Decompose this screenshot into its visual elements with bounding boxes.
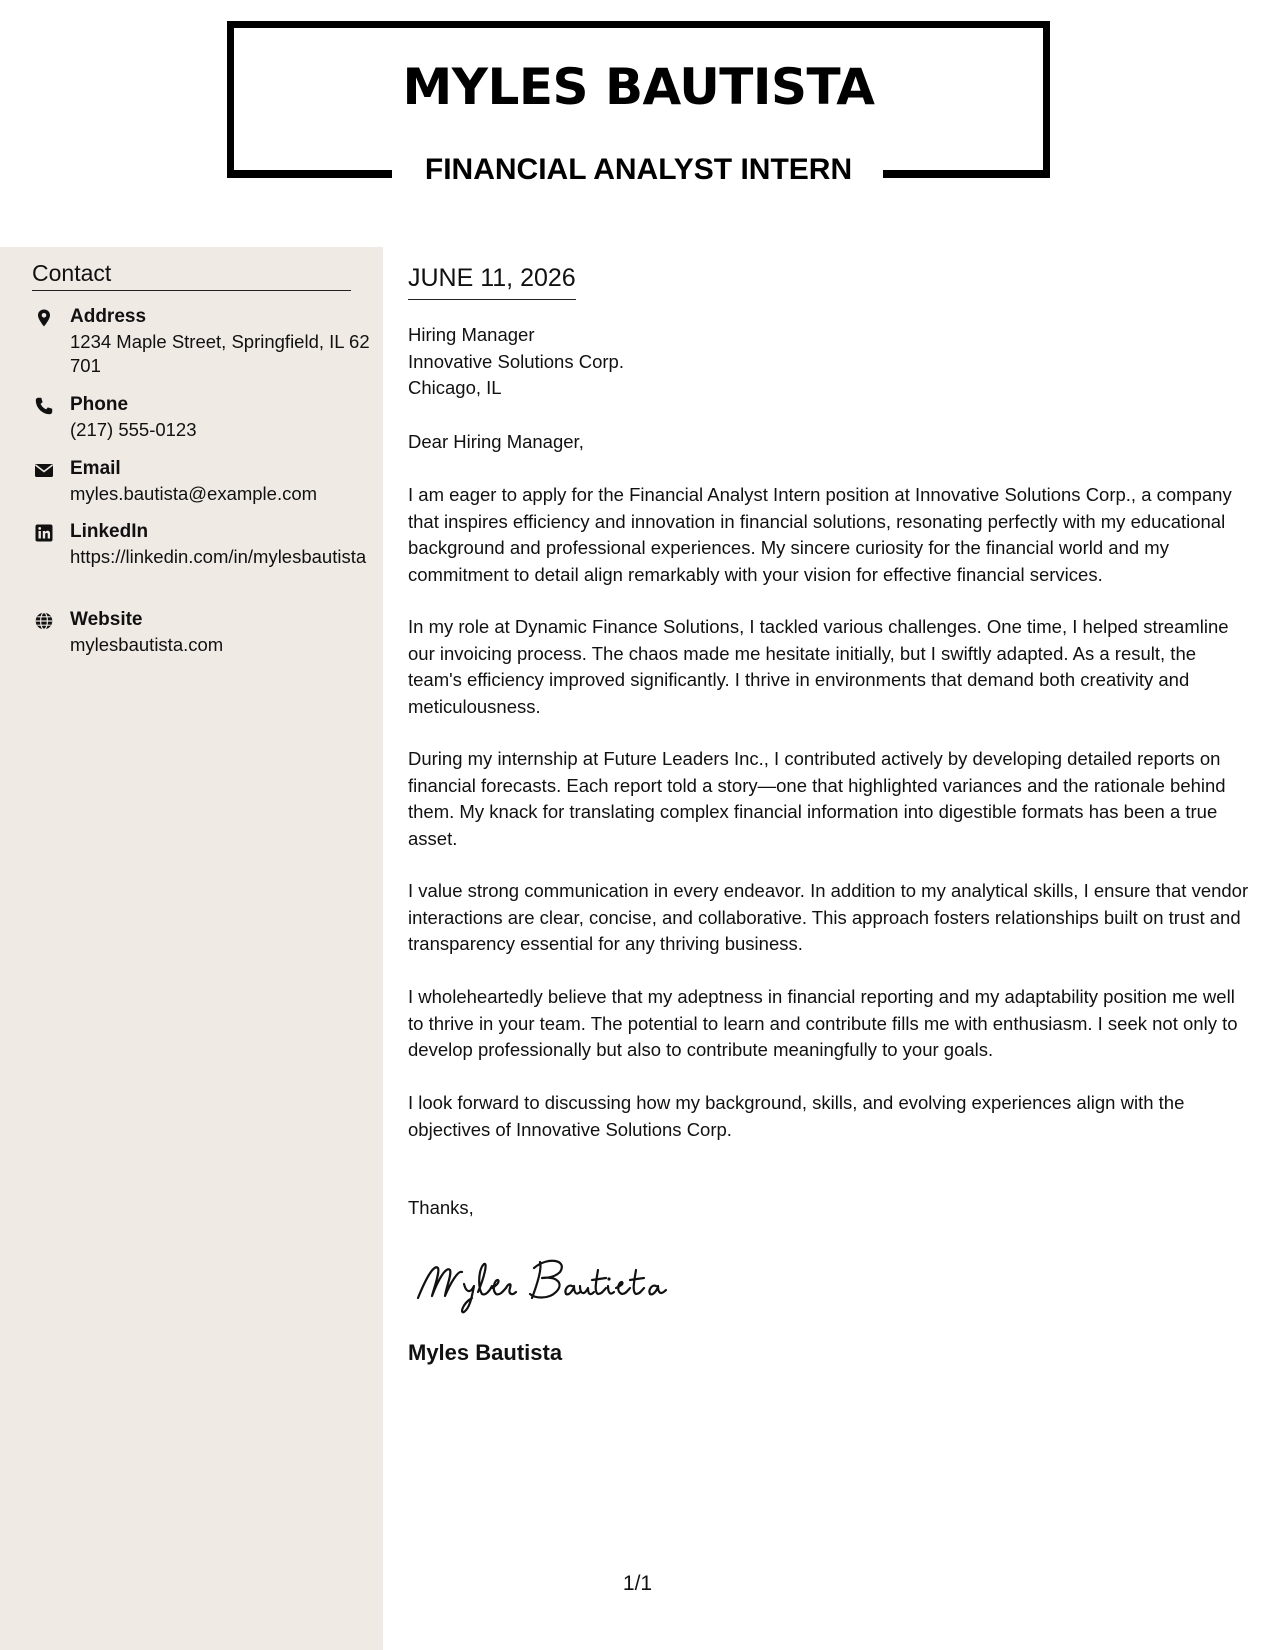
contact-value: myles.bautista@example.com: [70, 483, 318, 504]
contact-label: Address: [70, 306, 147, 327]
contact-label: LinkedIn: [70, 521, 149, 542]
signer-name: Myles Bautista: [408, 1340, 563, 1365]
recipient-block: [408, 322, 624, 402]
contact-value[interactable]: mylesbautista.com: [70, 634, 224, 655]
location-pin-icon: [34, 308, 54, 328]
letter-date: JUNE 11, 2026: [408, 265, 576, 300]
contact-label: Phone: [70, 394, 129, 415]
recipient-line: Innovative Solutions Corp.: [408, 350, 624, 372]
body-paragraph: I value strong communication in every endeavor. In addition to my analytical skills, I ensure that vendor interactions are clear, concise, and collaborative. This approach fosters relationships built on trust and transparency essential for any thriving business.: [408, 880, 1249, 954]
handwritten-signature: [412, 1248, 672, 1318]
recipient-line: Chicago, IL: [408, 377, 502, 398]
body-paragraph: During my internship at Future Leaders Inc., I contributed actively by developing detailed reports on financial forecasts. Each report told a story—one that highlighted variances and the rationale behind them. My knack for translating complex financial information into digestible formats has been a true asset.: [408, 748, 1226, 849]
contact-heading: Contact: [32, 261, 351, 291]
contact-value[interactable]: https://linkedin.com/in/mylesbautista: [70, 546, 367, 567]
contact-value: (217) 555-0123: [70, 419, 197, 440]
envelope-icon: [34, 460, 54, 480]
globe-icon: [34, 611, 54, 631]
job-title: FINANCIAL ANALYST INTERN: [424, 153, 853, 186]
contact-value: 1234 Maple Street, Springfield, IL 62701: [70, 331, 370, 376]
body-paragraph: I wholeheartedly believe that my adeptness in financial reporting and my adaptability position me well to thrive in your team. The potential to learn and contribute fills me with enthusiasm. I seek not only to develop professionally but also to contribute meaningfully to your goals.: [408, 986, 1238, 1060]
contact-label: Email: [70, 458, 121, 479]
greeting: Dear Hiring Manager,: [408, 431, 584, 452]
applicant-name: MYLES BAUTISTA: [402, 58, 875, 116]
contact-label: Website: [70, 609, 143, 630]
recipient-line: Hiring Manager: [408, 324, 535, 345]
closing: Thanks,: [408, 1197, 474, 1218]
body-paragraph: In my role at Dynamic Finance Solutions, I tackled various challenges. One time, I helped streamline our invoicing process. The chaos made me hesitate initially, but I swiftly adapted. As a result, the team's efficiency improved significantly. I thrive in environments that demand both creativity and meticulousness.: [408, 616, 1229, 717]
contact-sidebar: [0, 247, 383, 1650]
body-paragraph: I am eager to apply for the Financial Analyst Intern position at Innovative Solutions Corp., a company that inspires efficiency and innovation in financial solutions, resonating perfectly with my educational background and professional experiences. My sincere curiosity for the financial world and my commitment to detail align remarkably with your vision for effective financial services.: [408, 484, 1232, 585]
page-number: 1/1: [622, 1572, 653, 1595]
linkedin-icon: [34, 523, 54, 543]
body-paragraph: I look forward to discussing how my background, skills, and evolving experiences align with the objectives of Innovative Solutions Corp.: [408, 1092, 1185, 1140]
phone-icon: [34, 396, 54, 416]
